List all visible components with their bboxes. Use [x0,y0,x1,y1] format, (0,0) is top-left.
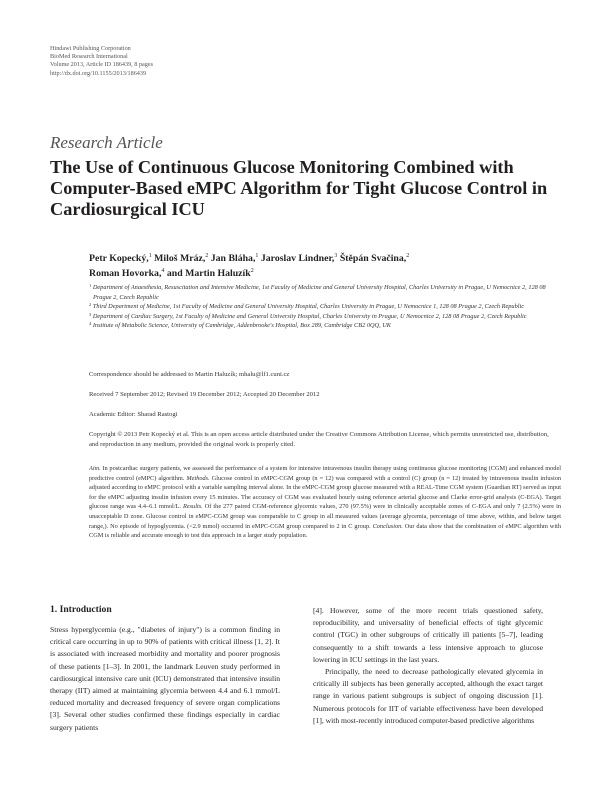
author: and Martin Haluzík$^2$ [166,268,254,279]
correspondence: Correspondence should be addressed to Martin Haluzík; mhalu@lf1.cuni.cz [89,371,290,378]
journal-volume: Volume 2013, Article ID 186439, 8 pages [50,61,153,69]
abstract-results-label: Results. [182,503,203,511]
abstract-methods-label: Methods. [186,474,210,482]
left-column [50,624,280,734]
journal-info [50,45,153,78]
abstract-aim: In postcardiac surgery patients, we assessed the performance of a system for intensive intravenous insulin therapy using continuous glucose monitoring (CGM) and enhanced model predictive control (eMPC) algorithm. [89,465,561,482]
journal-publisher: Hindawi Publishing Corporation [50,45,131,52]
author: Roman Hovorka,$^4$ [89,268,165,279]
author: Petr Kopecký,$^1$ [89,253,152,264]
affiliation: $^2$ Third Department of Medicine, 1st Faculty of Medicine and General University Hospital, Charles University in Prague, U Nemocnice 1, 128 08 Prague 2, Czech Republic [89,302,525,311]
abstract-aim-label: Aim. [89,465,101,472]
abstract-methods: Glucose control in eMPC-CGM group (n = 12) was compared with a control (C) group (n = 12) treated by intravenous insulin infusion adjusted according to eMPC protocol with a variable sampling interval alone. In the eMPC-CGM group glucose measured with a REAL-Time CGM system (Guardian RT) served as input for the eMPC adjusting insulin infusion every 15 minutes. The accuracy of CGM was evaluated hourly using reference arterial glucose and Clarke error-grid analysis (C-EGA). Target glucose range was 4.4–6.1 mmol/L. [89,474,561,511]
author: Štěpán Svačina,$^2$ [339,253,410,264]
abstract-results: Of the 277 paired CGM-reference glycemic values, 270 (97.5%) were in clinically acceptable zones of C-EGA and only 7 (2.5%) were in unacceptable D zone. Glucose control in eMPC-CGM group was comparable to C group in all measured values (average glycemia, percentage of time above, within, and below target range,). No episode of hypoglycemia. (<2.9 mmol) occurred in eMPC-CGM group compared to 2 in C group. [89,503,562,530]
author: Jaroslav Lindner,$^3$ [260,253,338,264]
abstract-conclusion: Our data show that the combination of eMPC algorithm with CGM is reliable and accurate enough to test this approach in a larger study population. [89,522,562,540]
author: Miloš Mráz,$^2$ [154,253,209,264]
abstract-conclusion-label: Conclusion. [372,522,403,530]
journal-doi[interactable]: http://dx.doi.org/10.1155/2013/186439 [50,69,147,77]
copyright: Copyright © 2013 Petr Kopecký et al. This is an open access article distributed under the Creative Commons Attribution License, which permits unrestricted use, distribution, and reproduction in any medium, provided the original work is properly cited. [89,431,549,448]
journal-name: BioMed Research International [50,53,128,61]
section-heading: 1. Introduction [50,604,112,615]
right-column [313,605,543,727]
academic-editor: Academic Editor: Sharad Rastogi [89,411,178,418]
author: Jan Bláha,$^1$ [210,253,259,264]
paragraph: Principally, the need to decrease pathologically elevated glycemia in critically ill subjects has been generally accepted, although the exact target range in various patient subgroups is subject of ongoing discussion [1]. Numerous protocols for IIT of variable effectiveness have been developed [1], with most-recently introduced computer-based predictive algorithms [313,667,543,725]
paragraph: Stress hyperglycemia (e.g., "diabetes of injury") is a common finding in critical care occurring in up to 90% of patients with critical illness [1, 2]. It is associated with increased morbidity and mortality and poorer prognosis of these patients [1–3]. In 2001, the landmark Leuven study performed in cardiosurgical intensive care unit (ICU) demonstrated that intensive insulin therapy (IIT) aimed at maintaining glycemia between 4.4 and 6.1 mmol/L reduced mortality and decreased frequency of severe organ complications [3]. Several other studies confirmed these findings especially in cardiac surgery patients [50,625,280,732]
received-dates: Received 7 September 2012; Revised 19 December 2012; Accepted 20 December 2012 [89,391,320,398]
paragraph: [4]. However, some of the more recent trials questioned safety, reproducibility, and universality of beneficial effects of tight glycemic control (TGC) in other subgroups of critically ill patients [5–7], leading consequently to a shift towards a less intensive approach to glucose lowering in ICU settings in the last years. [313,606,543,664]
paper-title: The Use of Continuous Glucose Monitoring Combined with Computer-Based eMPC Algorithm for Tight Glucose Control in Cardiosurgical ICU [50,157,548,219]
affiliation-list [89,283,559,331]
affiliation: $^3$ Department of Cardiac Surgery, 1st Faculty of Medicine and General University Hospital, Charles University in Prague, U Nemocnice 2, 128 08 Prague 2, Czech Republic [89,311,527,320]
article-type: Research Article [50,133,163,152]
abstract [89,464,561,541]
affiliation: $^4$ Institute of Metabolic Science, University of Cambridge, Addenbrooke's Hospital, Box 289, Cambridge CB2 0QQ, UK [89,321,391,330]
author-list [89,251,559,281]
affiliation: $^1$ Department of Anaesthesia, Resuscitation and Intensive Medicine, 1st Faculty of Medicine and General University Hospital, Charles University in Prague, U Nemocnice 2, 128 08 Prague 2, Czech Republic [89,283,546,301]
